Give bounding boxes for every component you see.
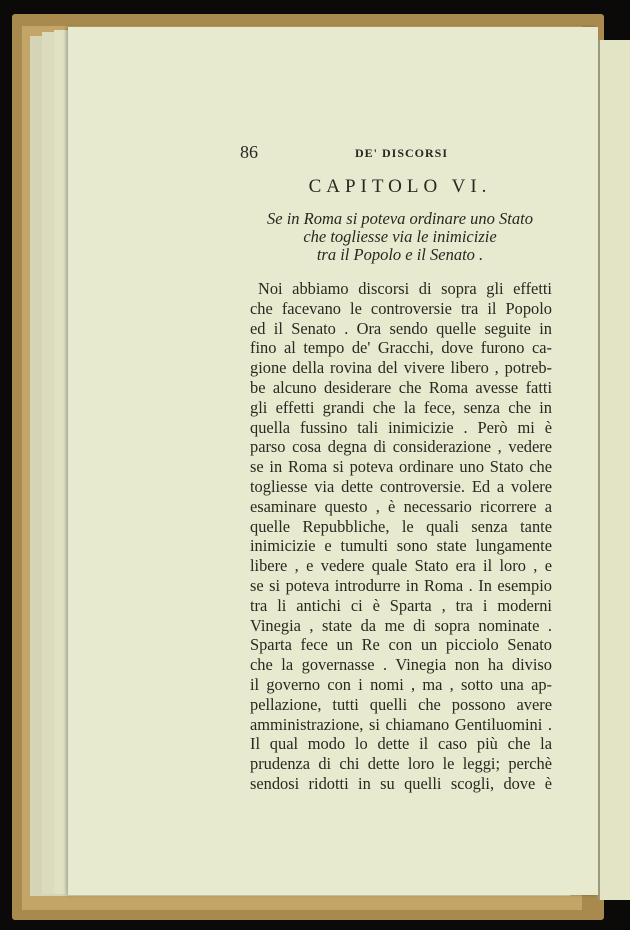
subtitle-line: Se in Roma si poteva ordinare uno Stato: [267, 209, 533, 228]
chapter-subtitle: [240, 210, 560, 264]
body-line: tra li antichi ci è Sparta , tra i moderni: [250, 595, 552, 615]
body-line: Vinegia , state da me di sopra nominate .: [250, 615, 552, 635]
body-text: [250, 279, 552, 794]
body-line: quella fussino tali inimicizie . Però mi è: [250, 417, 552, 437]
body-line: se in Roma si poteva ordinare uno Stato che: [250, 457, 552, 477]
body-line: parso cosa degna di considerazione , vedere: [250, 437, 552, 457]
body-line: be alcuno desiderare che Roma avesse fatti: [250, 377, 552, 397]
body-line: pellazione, tutti quelli che possono avere: [250, 694, 552, 714]
subtitle-line: tra il Popolo e il Senato .: [316, 245, 484, 264]
body-line: Il qual modo lo dette il caso più che la: [250, 734, 552, 754]
body-line: fino al tempo de' Gracchi, dove furono ca-: [250, 338, 552, 358]
page-header: [240, 142, 560, 162]
body-line: che facevano le controversie tra il Popolo: [250, 298, 552, 318]
body-line: amministrazione, si chiamano Gentiluomini .: [250, 714, 552, 734]
facing-page-edge: [598, 40, 630, 900]
chapter-title: CAPITOLO VI.: [308, 176, 492, 197]
body-line: sendosi ridotti in su quelli scogli, dove è: [250, 773, 552, 793]
body-line: gione della rovina del vivere libero , potreb-: [250, 358, 552, 378]
running-head: DE' DISCORSI: [355, 146, 449, 160]
body-line: prudenza di chi dette loro le leggi; perchè: [250, 754, 552, 774]
body-line: che la governasse . Vinegia non ha diviso: [250, 655, 552, 675]
page-number: 86: [240, 142, 258, 162]
body-line: ed il Senato . Ora sendo quelle seguite in: [250, 318, 552, 338]
body-line: quelle Repubbliche, le quali senza tante: [250, 516, 552, 536]
body-line: il governo con i nomi , ma , sotto una ap-: [250, 674, 552, 694]
body-line: Sparta fece un Re con un picciolo Senato: [250, 635, 552, 655]
subtitle-line: che togliesse via le inimicizie: [303, 227, 497, 246]
body-line: esaminare questo , è necessario ricorrere a: [250, 496, 552, 516]
body-line: libere , e vedere quale Stato era il loro , e: [250, 556, 552, 576]
body-line: togliesse via dette controversie. Ed a volere: [250, 476, 552, 496]
body-line: se si poteva introdurre in Roma . In esempio: [250, 575, 552, 595]
body-line: Noi abbiamo discorsi di sopra gli effetti: [258, 279, 552, 298]
body-line: gli effetti grandi che la fece, senza che in: [250, 397, 552, 417]
body-line: inimicizie e tumulti sono state lungamente: [250, 536, 552, 556]
